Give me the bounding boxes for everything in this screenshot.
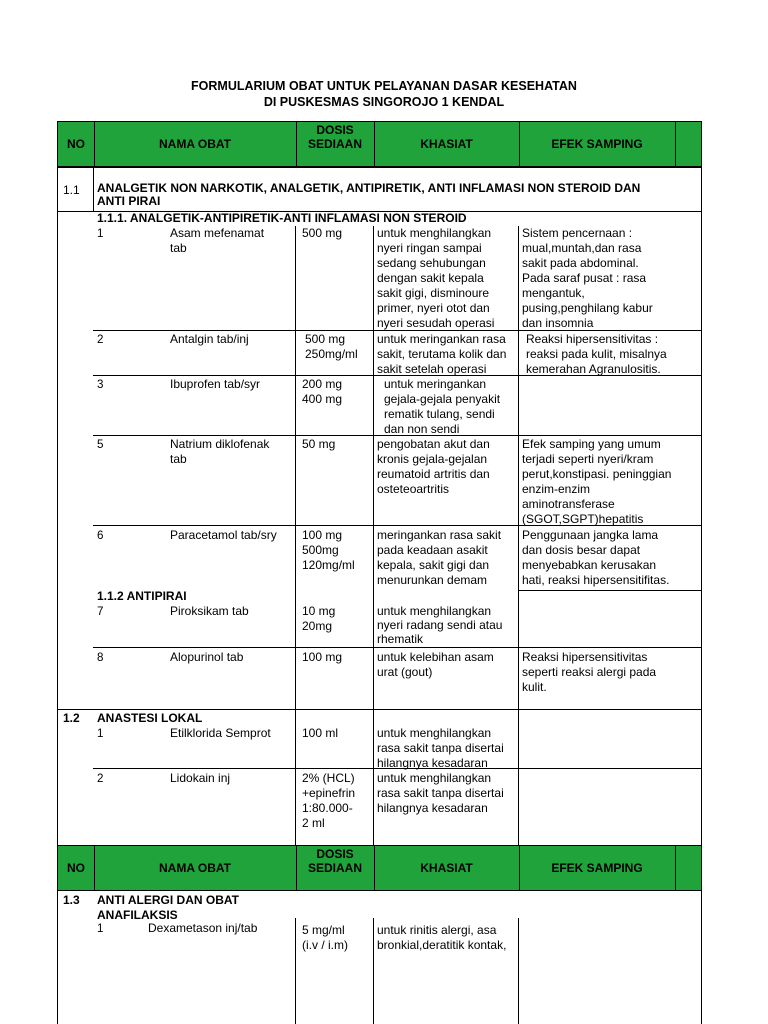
drug-dose: 100 mg (302, 650, 343, 664)
drug-side-effect: Sistem pencernaan : mual,muntah,dan rasa sakit pada abdominal. Pada saraf pusat : rasa mengantuk, pusing,penghilang kabur dan insomnia (522, 226, 653, 330)
drug-indication: untuk rinitis alergi, asa bronkial,deratitik kontak, (377, 923, 507, 952)
section-title: ANASTESI LOKAL (97, 711, 203, 725)
drug-name: Dexametason inj/tab (148, 921, 258, 935)
section-title: ANALGETIK NON NARKOTIK, ANALGETIK, ANTIPIRETIK, ANTI INFLAMASI NON STEROID DAN ANTI PIRAI (97, 181, 641, 208)
header-efek-samping: EFEK SAMPING (551, 137, 643, 151)
row-no: 6 (97, 529, 104, 542)
drug-side-effect: Penggunaan jangka lama dan dosis besar dapat menyebabkan kerusakan hati, reaksi hipersensitifitas. (522, 528, 670, 587)
drug-side-effect: Reaksi hipersensitivitas seperti reaksi alergi pada kulit. (522, 650, 657, 694)
drug-name: Ibuprofen tab/syr (170, 377, 261, 391)
table-header (57, 121, 702, 167)
subsection-title: 1.1.1. ANALGETIK-ANTIPIRETIK-ANTI INFLAMASI NON STEROID (97, 211, 467, 225)
section-title: ANTI ALERGI DAN OBAT ANAFILAKSIS (97, 893, 239, 922)
row-no: 3 (97, 378, 104, 391)
row-no: 2 (97, 333, 104, 346)
drug-name: Antalgin tab/inj (170, 332, 249, 346)
title-line-1: FORMULARIUM OBAT UNTUK PELAYANAN DASAR KESEHATAN (191, 79, 577, 93)
drug-indication: untuk menghilangkan nyeri ringan sampai sedang sehubungan dengan sakit kepala sakit gigi, disminoure primer, nyeri otot dan nyeri sesudah operasi (377, 226, 495, 330)
drug-name: Natrium diklofenak tab (170, 437, 270, 466)
drug-dose: 500 mg 250mg/ml (305, 332, 358, 361)
row-no: 7 (97, 605, 104, 618)
header-nama-obat: NAMA OBAT (159, 137, 231, 151)
title-line-2: DI PUSKESMAS SINGOROJO 1 KENDAL (263, 95, 505, 109)
section-no: 1.1 (63, 183, 80, 197)
drug-dose: 100 mg 500mg 120mg/ml (302, 528, 355, 572)
row-no: 1 (97, 922, 104, 935)
drug-name: Etilklorida Semprot (170, 726, 271, 740)
document-title (0, 78, 768, 110)
table-header-repeat (57, 845, 702, 891)
header-no: NO (67, 137, 85, 151)
row-no: 1 (97, 227, 104, 240)
header-nama-obat: NAMA OBAT (159, 861, 231, 875)
drug-dose: 2% (HCL) +epinefrin 1:80.000- 2 ml (302, 771, 356, 830)
row-no: 8 (97, 651, 104, 664)
row-no: 5 (97, 438, 104, 451)
drug-side-effect: Reaksi hipersensitivitas : reaksi pada kulit, misalnya kemerahan Agranulositis. (526, 332, 667, 376)
header-efek-samping: EFEK SAMPING (551, 861, 643, 875)
drug-indication: untuk menghilangkan rasa sakit tanpa disertai hilangnya kesadaran (377, 771, 504, 815)
drug-indication: untuk meringankan rasa sakit, terutama kolik dan sakit setelah operasi (377, 332, 507, 376)
drug-dose: 200 mg 400 mg (302, 377, 343, 406)
drug-name: Piroksikam tab (170, 604, 249, 618)
section-no: 1.2 (63, 711, 80, 725)
drug-indication: meringankan rasa sakit pada keadaan asakit kepala, sakit gigi dan menurunkan demam (377, 528, 502, 587)
drug-dose: 500 mg (302, 226, 343, 240)
drug-indication: untuk menghilangkan rasa sakit tanpa disertai hilangnya kesadaran (377, 726, 504, 770)
row-no: 2 (97, 772, 104, 785)
drug-dose: 10 mg 20mg (302, 604, 336, 633)
drug-side-effect: Efek samping yang umum terjadi seperti nyeri/kram perut,konstipasi. peninggian enzim-enzim aminotransferase (SGOT,SGPT)hepatitis (522, 437, 672, 526)
drug-indication: untuk meringankan gejala-gejala penyakit rematik tulang, sendi dan non sendi (384, 377, 501, 436)
drug-indication: untuk menghilangkan nyeri radang sendi atau rhematik (377, 604, 503, 646)
header-dosis-sediaan: DOSIS SEDIAAN (307, 847, 362, 875)
drug-name: Lidokain inj (170, 771, 231, 785)
drug-name: Alopurinol tab (170, 650, 244, 664)
header-dosis-sediaan: DOSIS SEDIAAN (307, 123, 362, 151)
drug-indication: untuk kelebihan asam urat (gout) (377, 650, 494, 679)
drug-name: Asam mefenamat tab (170, 226, 265, 255)
drug-name: Paracetamol tab/sry (170, 528, 277, 542)
header-khasiat: KHASIAT (420, 861, 473, 875)
header-no: NO (67, 861, 85, 875)
subsection-title: 1.1.2 ANTIPIRAI (97, 589, 187, 603)
row-no: 1 (97, 727, 104, 740)
drug-dose: 50 mg (302, 437, 336, 451)
drug-dose: 5 mg/ml (i.v / i.m) (302, 923, 348, 952)
drug-dose: 100 ml (302, 726, 339, 740)
header-khasiat: KHASIAT (420, 137, 473, 151)
section-no: 1.3 (63, 893, 80, 907)
drug-indication: pengobatan akut dan kronis gejala-gejalan reumatoid artritis dan osteteoartritis (377, 437, 490, 496)
